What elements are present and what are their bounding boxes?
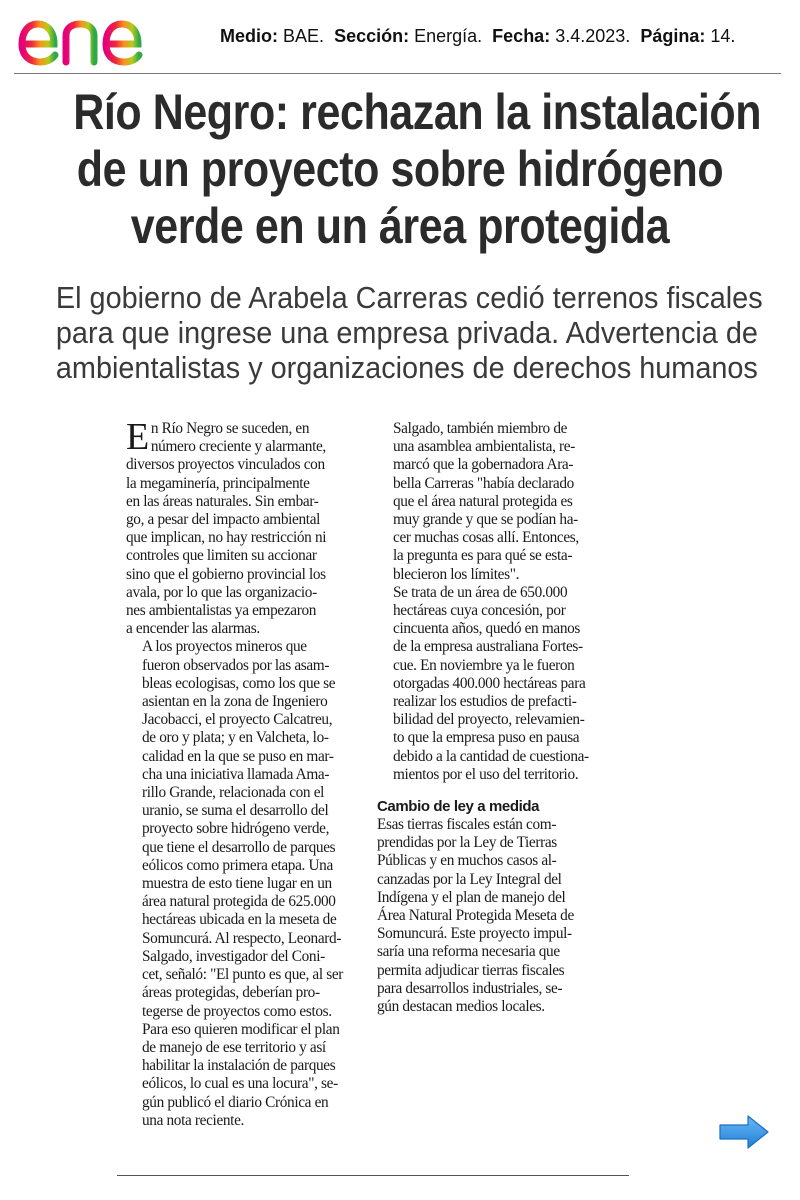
text-line: de manejo de ese territorio y así [142,1038,326,1056]
text-line: rillo Grande, relacionada con el [142,784,325,802]
medio-value: BAE. [283,26,325,46]
text-line: para desarrollos industriales, se- [377,979,563,997]
text-line: fueron observados por las asam- [142,656,330,674]
deck-line: para que ingrese una empresa privada. Advertencia de [55,315,758,350]
text-line: Jacobacci, el proyecto Calcatreu, [142,711,333,729]
deck-line: El gobierno de Arabela Carreras cedió terrenos fiscales [55,280,763,315]
fecha-value: 3.4.2023. [555,26,631,46]
text-line: una asamblea ambientalista, re- [393,438,575,456]
text-line: Somuncurá. Este proyecto impul- [377,925,572,943]
text-line: Salgado, investigador del Coni- [142,947,325,965]
text-line: eólicos como primera etapa. Una [142,856,333,874]
text-line: Esas tierras fiscales están com- [377,816,557,834]
text-line: permita adjudicar tierras fiscales [377,961,565,979]
paragraph-lines [377,816,607,1016]
paragraph-4 [377,584,607,784]
text-line: debido a la cantidad de cuestiona- [393,747,589,765]
text-line: sino que el gobierno provincial los [126,565,326,583]
paragraph-lines [126,456,354,638]
text-line: hectáreas ubicada en la meseta de [142,911,337,929]
paragraph-2 [126,638,354,1129]
source-metadata [220,26,735,47]
text-line: eólicos, lo cual es una locura", se- [142,1075,338,1093]
text-line: otorgadas 400.000 hectáreas para [393,674,586,692]
medio-label: Medio: [220,26,278,46]
paragraph-1 [126,416,354,638]
text-line: saría una reforma necesaria que [377,943,560,961]
article-column-1 [126,416,354,1130]
text-line: cer muchas cosas allí. Entonces, [393,529,579,547]
text-line: avala, por lo que las organizacio- [126,583,317,601]
text-line: Somuncurá. Al respecto, Leonard- [142,929,342,947]
text-line: áreas protegidas, deberían pro- [142,984,320,1002]
text-line: que el área natural protegida es [393,492,573,510]
text-line: a encender las alarmas. [126,620,260,638]
text-line: Públicas y en muchos casos al- [377,852,557,870]
paragraph-3 [377,420,607,584]
text-line: realizar los estudios de prefacti- [393,693,577,711]
seccion-label: Sección: [334,26,410,46]
text-line: de oro y plata; y en Valcheta, lo- [142,729,329,747]
paragraph-lines [126,638,354,1129]
headline-line: verde en un área protegida [130,198,670,254]
text-line: la pregunta es para qué se esta- [393,547,573,565]
pagina-label: Página: [640,26,706,46]
section-subhead: Cambio de ley a medida [377,798,540,816]
text-line: canzadas por la Ley Integral del [377,870,562,888]
text-line: asientan en la zona de Ingeniero [142,693,328,711]
text-line: nes ambientalistas ya empezaron [126,602,317,620]
text-line: la megaminería, principalmente [126,474,310,492]
text-line: Salgado, también miembro de [393,420,568,437]
text-line: en las áreas naturales. Sin embar- [126,492,319,510]
text-line: muy grande y que se podían ha- [393,511,578,529]
text-line: bleas ecologisas, como los que se [142,674,336,692]
article-headline [73,84,762,255]
text-line: tegerse de proyectos como estos. [142,1002,332,1020]
text-line: gún publicó el diario Crónica en [142,1093,329,1111]
text-line: to que la empresa puso en pausa [393,729,580,747]
enel-logo [14,6,182,68]
text-line: uranio, se suma el desarrollo del [142,802,329,820]
fecha-label: Fecha: [492,26,551,46]
text-line: blecieron los límites". [393,565,520,583]
right-arrow-icon[interactable] [718,1114,770,1150]
text-line: habilitar la instalación de parques [142,1057,336,1075]
dropcap: E [126,416,149,458]
text-line: Área Natural Protegida Meseta de [377,907,574,925]
headline-line: de un proyecto sobre hidrógeno [76,141,724,197]
text-line: número creciente y alarmante, [150,438,326,456]
text-line: que implican, no hay restricción ni [126,529,327,547]
text-line: gún destacan medios locales. [377,998,545,1016]
text-line: que tiene el desarrollo de parques [142,838,336,856]
article-deck [55,280,763,385]
seccion-value: Energía. [414,26,483,46]
text-line: bella Carreras "había declarado [393,474,574,492]
text-line: Para eso quieren modificar el plan [142,1020,340,1038]
text-line: cue. En noviembre ya le fueron [393,656,575,674]
text-line: cet, señaló: "El punto es que, al ser [142,966,344,984]
paragraph-lines [377,584,607,784]
text-line: proyecto sobre hidrógeno verde, [142,820,330,838]
article-column-2 [377,420,607,1016]
text-line: calidad en la que se puso en mar- [142,747,334,765]
text-line: bilidad del proyecto, relevamien- [393,711,585,729]
headline-line: Río Negro: rechazan la instalación [73,84,762,140]
text-line: mientos por el uso del territorio. [393,765,579,783]
footer-divider [117,1175,629,1176]
pagina-value: 14. [710,26,736,46]
text-line: go, a pesar del impacto ambiental [126,511,321,529]
text-line: hectáreas cuya concesión, por [393,602,566,620]
text-line: Se trata de un área de 650.000 [393,583,568,601]
text-line: A los proyectos mineros que [142,638,307,656]
text-line: marcó que la gobernadora Ara- [393,456,574,474]
paragraph-5 [377,816,607,1016]
text-line: cincuenta años, quedó en manos [393,620,581,638]
text-line: muestra de esto tiene lugar en un [142,875,332,893]
text-line: prendidas por la Ley de Tierras [377,834,557,852]
text-line: diversos proyectos vinculados con [126,456,325,474]
header-divider [14,73,781,74]
text-line: Indígena y el plan de manejo del [377,888,566,906]
text-line: cha una iniciativa llamada Ama- [142,765,330,783]
text-line: una nota reciente. [142,1111,244,1129]
text-line: n Río Negro se suceden, en [150,420,310,437]
text-line: controles que limiten su accionar [126,547,317,565]
deck-line: ambientalistas y organizaciones de derechos humanos [55,350,758,385]
text-line: de la empresa australiana Fortes- [393,638,583,656]
paragraph-lines [377,420,607,584]
text-line: área natural protegida de 625.000 [142,893,336,911]
